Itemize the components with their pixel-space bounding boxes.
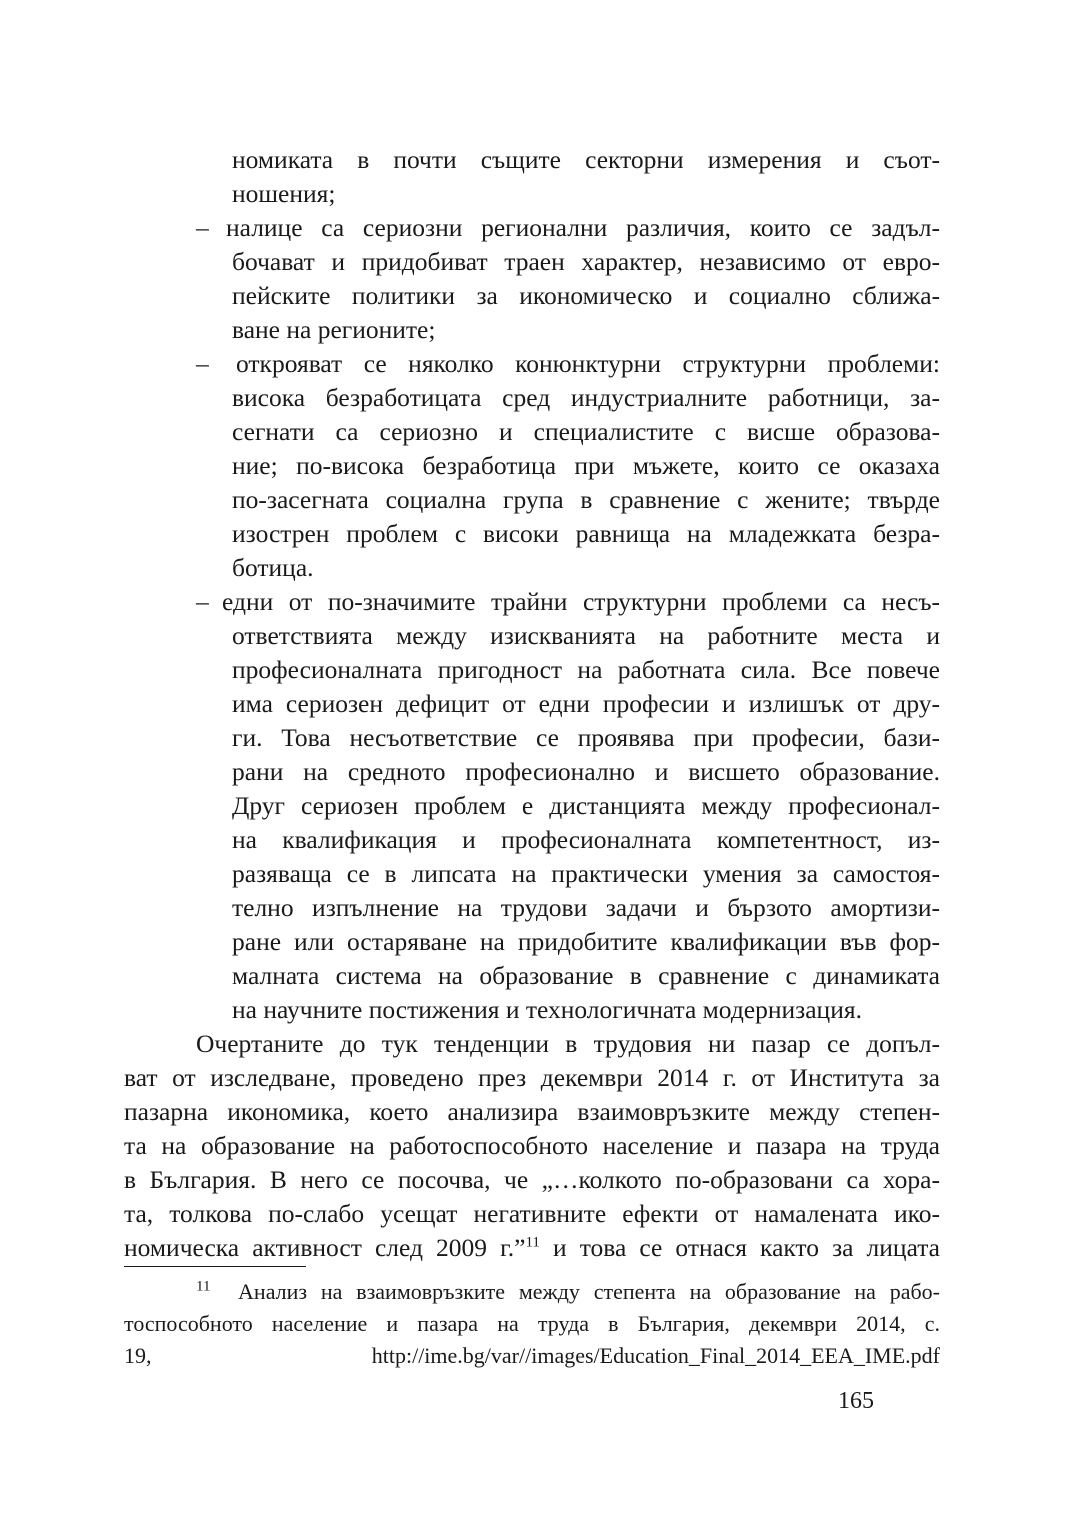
text-line: в България. В него се посочва, че „…колкото по-образовани са хора- — [124, 1165, 940, 1194]
text-line: открояват се няколко конюнктурни структурни проблеми: — [236, 349, 940, 378]
footnote-reference[interactable]: 11 — [525, 1234, 540, 1251]
text-line: номиката в почти същите секторни измерения и съот- — [232, 145, 940, 174]
footnote-line — [196, 1276, 940, 1308]
text-line: разяваща се в липсата на практически умения за самостоя- — [232, 859, 940, 888]
text-line: та, толкова по-слабо усещат негативните ефекти от намалената ико- — [124, 1199, 940, 1228]
text-line: ношения; — [232, 179, 336, 208]
footnote-text: Анализ на взаимовръзките между степента на образование на рабо- — [238, 1279, 941, 1304]
text-line: ване на регионите; — [232, 315, 436, 344]
text-line — [124, 1231, 940, 1265]
text-line: телно изпълнение на трудови задачи и бързото амортизи- — [232, 893, 940, 922]
text-line: рани на средното професионално и висшето образование. — [232, 757, 940, 786]
bullet-dash: – — [196, 349, 209, 378]
bullet-dash: – — [196, 587, 209, 616]
text-segment: номическа активност след 2009 г.” — [124, 1233, 526, 1262]
footnote-line: тоспособното население и пазара на труда в България, декември 2014, с. — [124, 1311, 940, 1336]
text-line: та на образование на работоспособното население и пазара на труда — [124, 1131, 940, 1160]
text-line: ние; по-висока безработица при мъжете, които се оказаха — [232, 451, 940, 480]
text-line: ответствията между изискванията на работните места и — [232, 621, 940, 650]
text-segment: и това се отнася както за лицата — [539, 1233, 941, 1262]
text-line: малната система на образование в сравнение с динамиката — [232, 961, 940, 990]
text-line: ват от изследване, проведено през декември 2014 г. от Института за — [124, 1063, 940, 1092]
text-line: сегнати са сериозно и специалистите с висше образова- — [232, 417, 940, 446]
footnote-link[interactable]: 19, http://ime.bg/var//images/Education_Final_2014_EEA_IME.pdf — [124, 1343, 940, 1368]
page-number: 165 — [838, 1388, 874, 1414]
text-line: бочават и придобиват траен характер, независимо от евро- — [232, 247, 940, 276]
text-line: пазарна икономика, което анализира взаимовръзките между степен- — [124, 1097, 940, 1126]
text-line: по-засегната социална група в сравнение с жените; твърде — [232, 485, 940, 514]
text-line: на научните постижения и технологичната модернизация. — [232, 995, 862, 1024]
text-line: има сериозен дефицит от едни професии и излишък от дру- — [232, 689, 940, 718]
text-line: пейските политики за икономическо и социално сближа- — [232, 281, 940, 310]
bullet-dash: – — [196, 213, 209, 242]
paragraph-first-line: Очертаните до тук тенденции в трудовия ни пазар се допъл- — [196, 1029, 940, 1058]
text-line: Друг сериозен проблем е дистанцията между професионал- — [232, 791, 940, 820]
footnote-number: 11 — [196, 1278, 211, 1295]
text-line: ботица. — [232, 553, 314, 582]
text-line: професионалната пригодност на работната сила. Все повече — [232, 655, 940, 684]
footnote-separator — [124, 1266, 306, 1267]
text-line: налице са сериозни регионални различия, които се задъл- — [226, 213, 940, 242]
text-line: едни от по-значимите трайни структурни проблеми са несъ- — [222, 587, 940, 616]
text-line: ране или остаряване на придобитите квалификации във фор- — [232, 927, 940, 956]
text-line: на квалификация и професионалната компетентност, из- — [232, 825, 940, 854]
text-line: ги. Това несъответствие се проявява при професии, бази- — [232, 723, 940, 752]
text-line: висока безработицата сред индустриалните работници, за- — [232, 383, 940, 412]
text-line: изострен проблем с високи равнища на младежката безра- — [232, 519, 940, 548]
